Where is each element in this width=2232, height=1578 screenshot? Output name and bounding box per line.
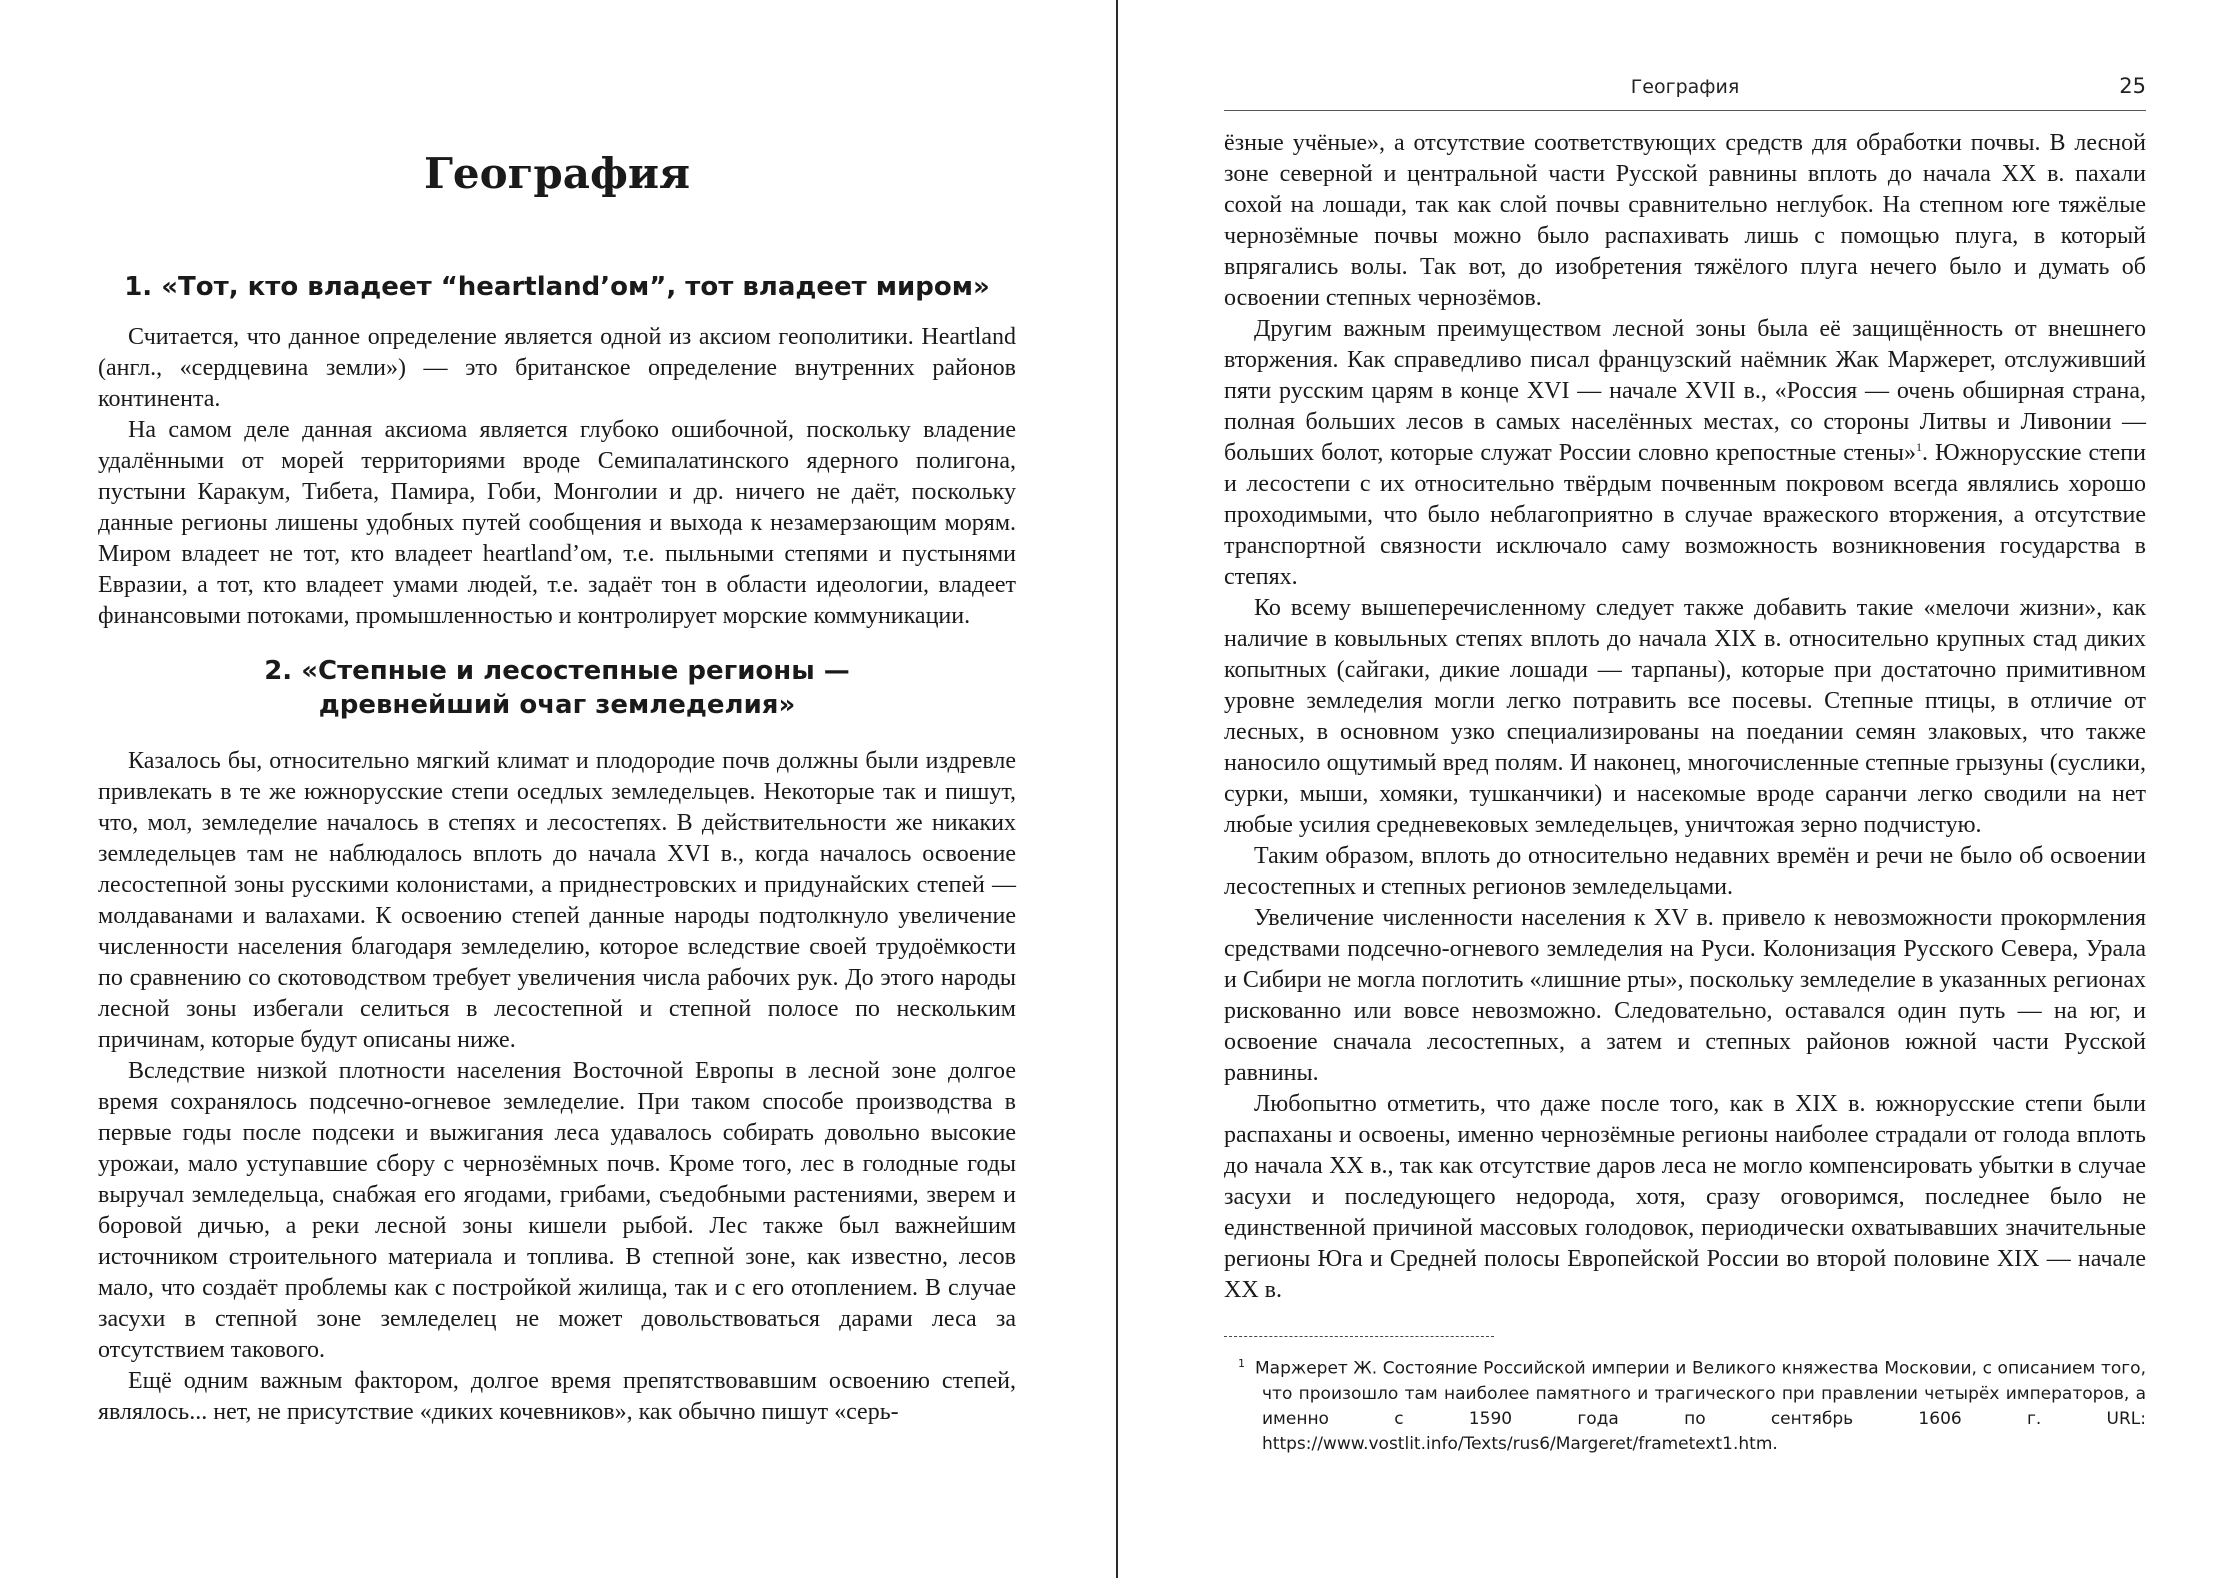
body-paragraph: Увеличение численности населения к XV в. привело к невозможности прокормления средствами подсечно-огневого земледелия на Руси. Колонизация Русского Севера, Урала и Сибири не могла поглотить «лишние рты», поскольку земледелие в указанных регионах рискованно или вовсе невозможно. Следовательно, оставался один путь — на юг, и освоение сначала лесостепных, а затем и степных районов южной части Русской равнины.: [1224, 905, 2146, 1086]
right-page-text: [1224, 128, 2146, 1457]
body-paragraph: Таким образом, вплоть до относительно недавних времён и речи не было об освоении лесостепных и степных регионов земледельцами.: [1224, 843, 2146, 900]
body-paragraph: Любопытно отметить, что даже после того, как в XIX в. южнорусские степи были распаханы и освоены, именно чернозёмные регионы наиболее страдали от голода вплоть до начала XX в., так как отсутствие даров леса не могло компенсировать убытки в случае засухи и последующего недорода, хотя, сразу оговоримся, последнее было не единственной причиной массовых голодовок, периодически охватывавших значительные регионы Юга и Средней полосы Европейской России во второй половине XIX — начале XX в.: [1224, 1091, 2146, 1303]
footnote-divider: [1224, 1336, 1494, 1337]
section-2-heading-line-1: 2. «Степные и лесостепные регионы —: [264, 656, 850, 686]
footnote-number: 1: [1238, 1357, 1245, 1370]
section-2-paragraph: Казалось бы, относительно мягкий климат и плодородие почв должны были издревле привлекать в те же южнорусские степи оседлых земледельцев. Некоторые так и пишут, что, мол, земледелие началось в степях и лесостепях. В действительности же никаких земледельцев там не наблюдалось вплоть до начала XVI в., когда началось освоение лесостепной зоны русскими колонистами, а приднестровских и придунайских степей — молдаванами и валахами. К освоению степей данные народы подтолкнуло увеличение численности населения благодаря земледелию, которое вследствие своей трудоёмкости по сравнению со скотоводством требует увеличения числа рабочих рук. До этого народы лесной зоны избегали селиться в лесостепной и степной полосе по нескольким причинам, которые будут описаны ниже.: [98, 748, 1016, 1053]
running-header: [1224, 72, 2146, 111]
left-page-text: [98, 140, 1016, 1428]
section-2-heading-line-2: древнейший очаг земледелия»: [318, 690, 796, 720]
margeret-paragraph: [1224, 314, 2146, 593]
section-2-paragraph: Ещё одним важным фактором, долгое время препятствовавшим освоению степей, являлось... нет, не присутствие «диких кочевников», как обычно пишут «серь-: [98, 1368, 1016, 1425]
section-1-heading: 1. «Тот, кто владеет “heartland’ом”, тот владеет миром»: [124, 272, 990, 302]
margeret-text-before: Другим важным преимуществом лесной зоны была её защищённость от внешнего вторжения. Как справедливо писал французский наёмник Жак Маржерет, отслуживший пяти русским царям в конце XVI — начале XVII в., «Россия — очень обширная страна, полная больших лесов в самых населённых местах, со стороны Литвы и Ливонии — больших болот, которые служат России словно крепостные стены»: [1224, 316, 2146, 466]
section-1-paragraph: Считается, что данное определение является одной из аксиом геополитики. Heartland (англ., «сердцевина земли») — это британское определение внутренних районов континента.: [98, 324, 1016, 412]
footnote-reference[interactable]: 1: [1916, 440, 1923, 454]
body-paragraph: Ко всему вышеперечисленному следует также добавить такие «мелочи жизни», как наличие в ковыльных степях вплоть до начала XIX в. относительно крупных стад диких копытных (сайгаки, дикие лошади — тарпаны), которые при достаточно примитивном уровне земледелия могли легко потравить все посевы. Степные птицы, в отличие от лесных, в основном узко специализированы на поедании семян злаковых, что также наносило ощутимый вред полям. И наконец, многочисленные степные грызуны (суслики, сурки, мыши, хомяки, тушканчики) и насекомые вроде саранчи легко сводили на нет любые усилия средневековых земледельцев, уничтожая зерно подчистую.: [1224, 595, 2146, 838]
continued-paragraph: ёзные учёные», а отсутствие соответствующих средств для обработки почвы. В лесной зоне северной и центральной части Русской равнины вплоть до начала XX в. пахали сохой на лошади, так как слой почвы сравнительно неглубок. На степном юге тяжёлые чернозёмные почвы можно было распахивать лишь с помощью плуга, в который впрягались волы. Так вот, до изобретения тяжёлого плуга нечего было и думать об освоении степных чернозёмов.: [1224, 130, 2146, 311]
section-1-paragraph: На самом деле данная аксиома является глубоко ошибочной, поскольку владение удалёнными от морей территориями вроде Семипалатинского ядерного полигона, пустыни Каракум, Тибета, Памира, Гоби, Монголии и др. ничего не даёт, поскольку данные регионы лишены удобных путей сообщения и выхода к незамерзающим морям. Миром владеет не тот, кто владеет heartland’ом, т.е. пыльными степями и пустынями Евразии, а тот, кто владеет умами людей, т.е. задаёт тон в области идеологии, владеет финансовыми потоками, промышленностью и контролирует морские коммуникации.: [98, 417, 1016, 629]
section-2-paragraph: Вследствие низкой плотности населения Восточной Европы в лесной зоне долгое время сохранялось подсечно-огневое земледелие. При таком способе производства в первые годы после подсеки и выжигания леса удавалось собирать довольно высокие урожаи, мало уступавшие сбору с чернозёмных почв. Кроме того, лес в голодные годы выручал земледельца, снабжая его ягодами, грибами, съедобными растениями, зверем и боровой дичью, а реки лесной зоны кишели рыбой. Лес также был важнейшим источником строительного материала и топлива. В степной зоне, как известно, лесов мало, что создаёт проблемы как с постройкой жилища, так и с его отоплением. В случае засухи в степной зоне земледелец не может довольствоваться дарами леса за отсутствием такового.: [98, 1058, 1016, 1363]
section-2-heading: [98, 654, 1016, 722]
right-page: [1118, 0, 2232, 1578]
footnote-text: Маржерет Ж. Состояние Российской империи и Великого княжества Московии, с описанием того, что произошло там наиболее памятного и трагического при правлении четырёх императоров, а именно с 1590 года по сентябрь 1606 г. URL: https://www.vostlit.info/Texts/rus6/Margeret/frametext1.htm.: [1255, 1358, 2146, 1454]
running-head-title: География: [1630, 76, 1740, 98]
chapter-title: География: [423, 149, 691, 198]
margeret-text-after: . Южнорусские степи и лесостепи с их относительно твёрдым почвенным покровом всегда являлись хорошо проходимыми, что было неблагоприятно в случае вражеского вторжения, а отсутствие транспортной связности исключало саму возможность возникновения государства в степях.: [1224, 440, 2146, 590]
page-number: 25: [2119, 74, 2146, 98]
footnote: [1224, 1351, 2146, 1457]
